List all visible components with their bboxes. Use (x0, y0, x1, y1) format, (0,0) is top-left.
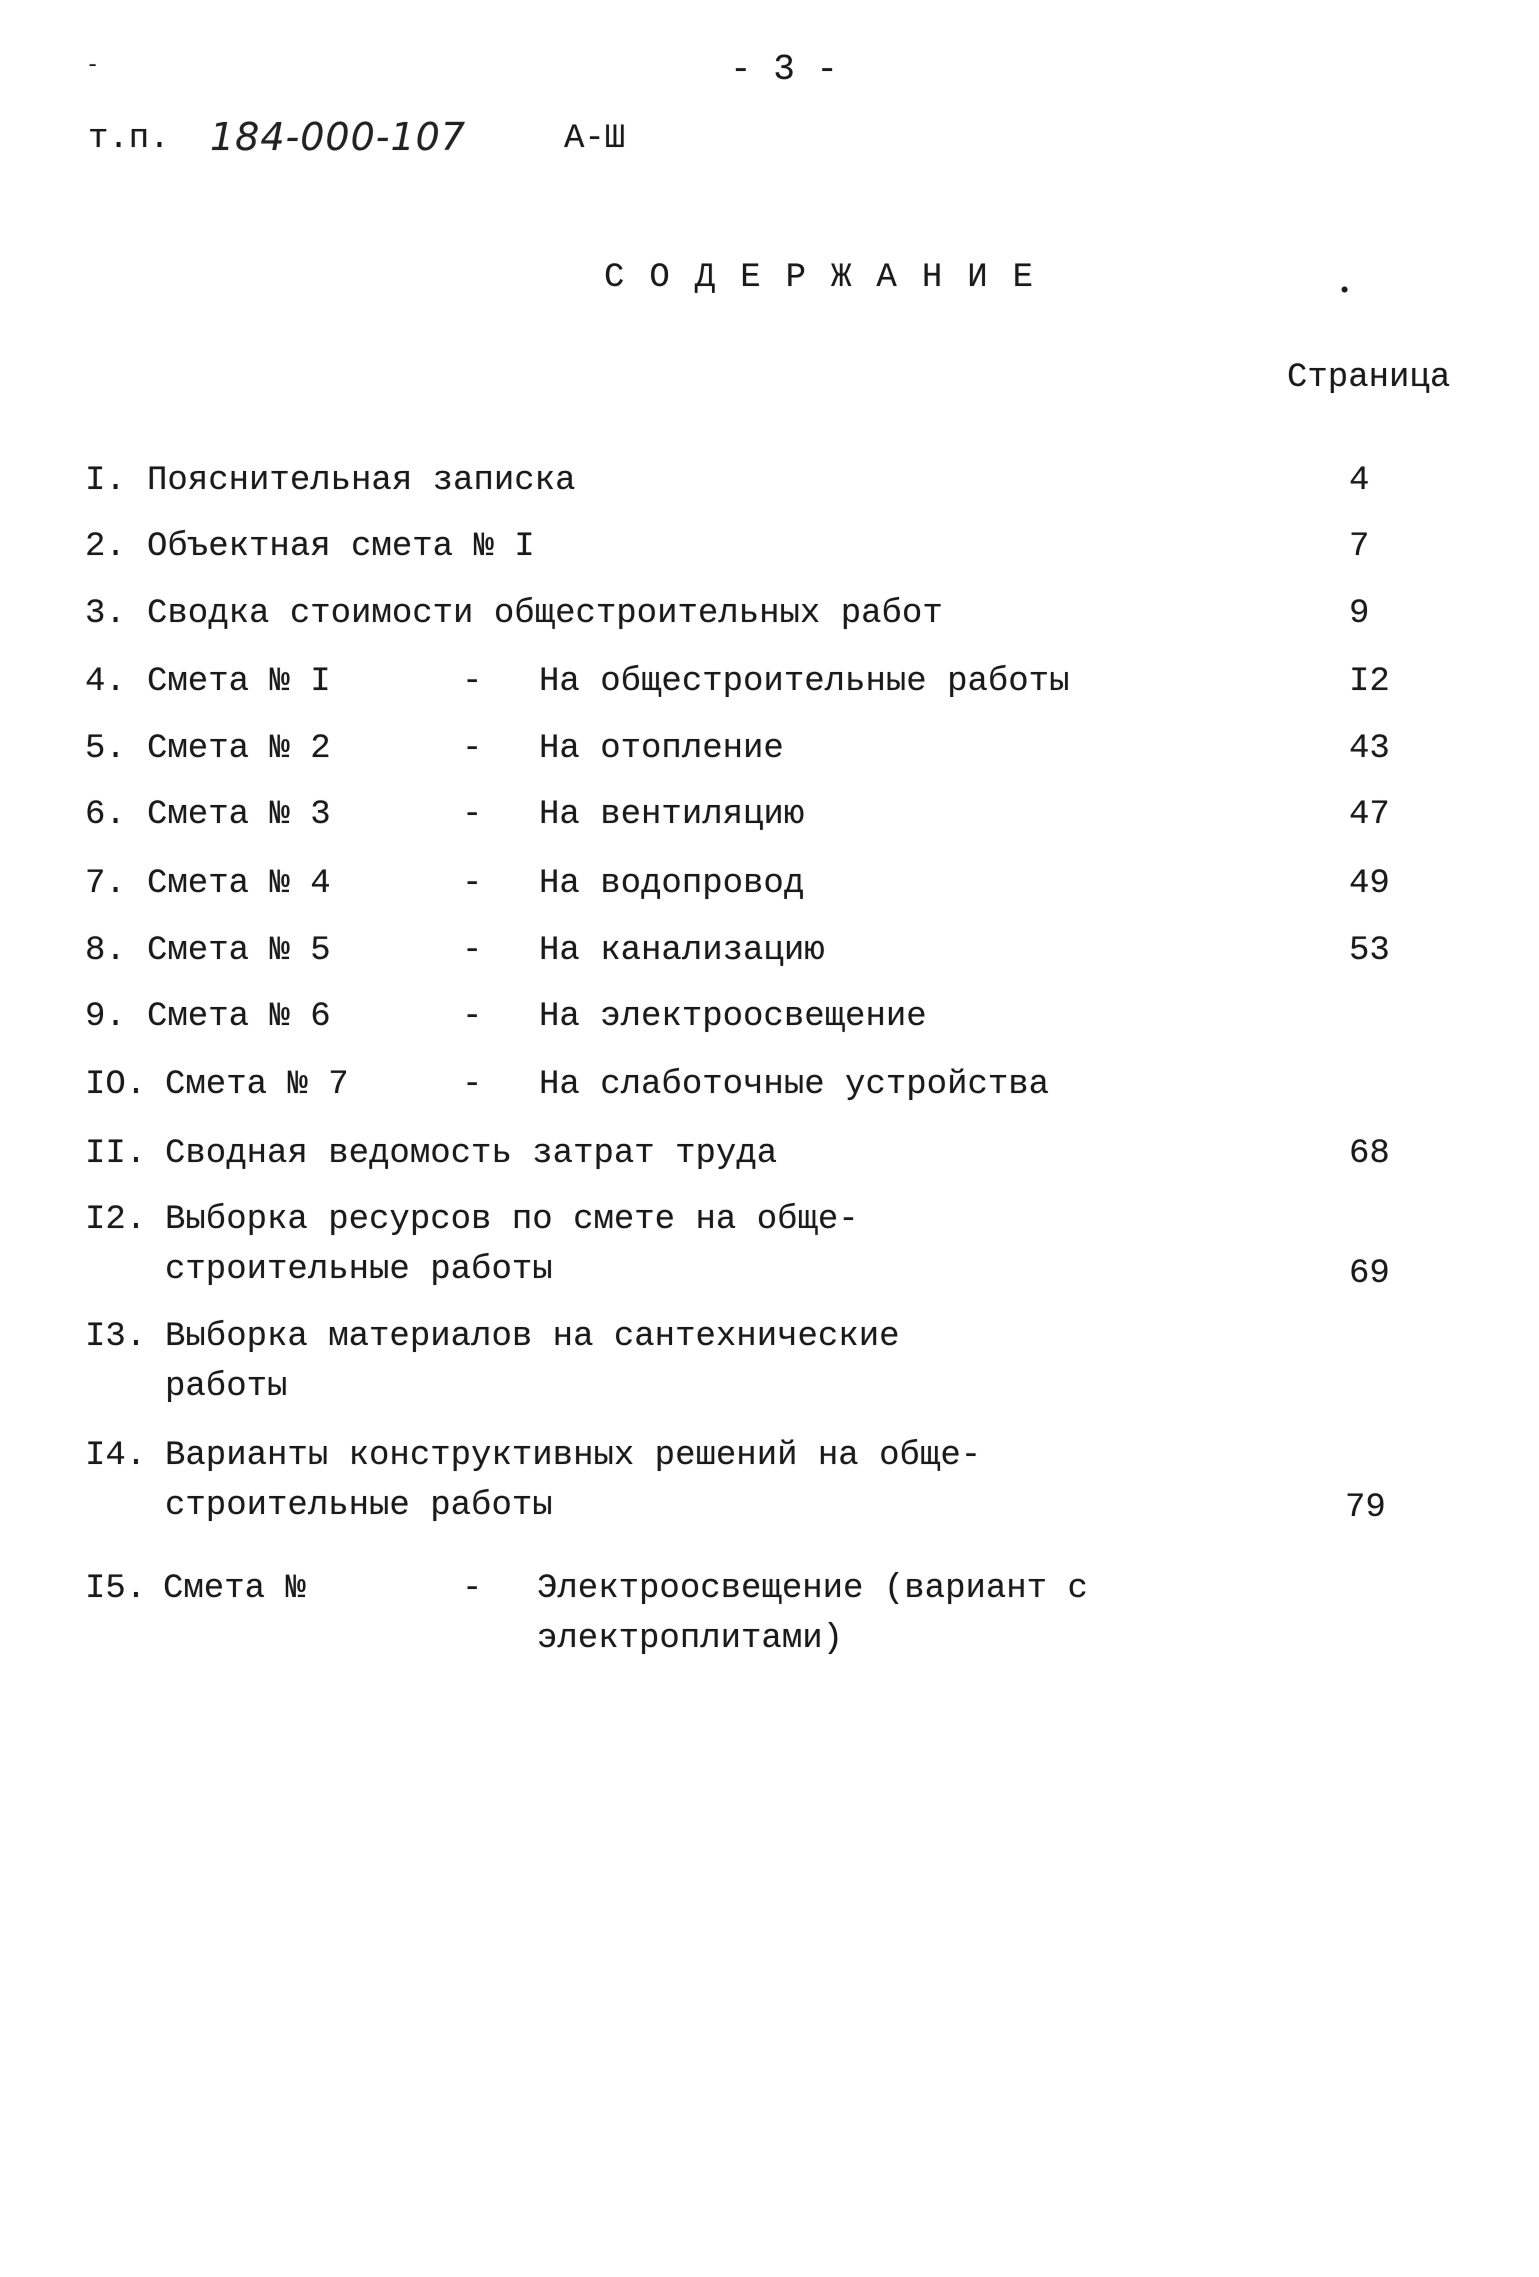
toc-entry-title: Объектная смета № I (147, 528, 535, 566)
toc-entry-number: I5. (85, 1570, 147, 1608)
toc-entry-title: Выборка ресурсов по смете на обще- (165, 1201, 859, 1239)
toc-entry-page: 53 (1349, 932, 1390, 970)
toc-entry-title: Пояснительная записка (147, 462, 576, 500)
toc-entry-number: I. (85, 462, 126, 500)
toc-entry-page: 4 (1349, 462, 1370, 500)
toc-entry-number: 6. (85, 796, 126, 834)
toc-entry-number: 4. (85, 663, 126, 701)
toc-entry-estimate: Смета № 3 (147, 796, 331, 834)
toc-entry-number: 3. (85, 595, 126, 633)
toc-entry-page: 68 (1349, 1135, 1390, 1173)
toc-entry-number: II. (85, 1135, 147, 1173)
toc-entry-estimate: Смета № 2 (147, 730, 331, 768)
toc-entry-number: I2. (85, 1201, 147, 1239)
toc-entry-title: Сводка стоимости общестроительных работ (147, 595, 943, 633)
stray-mark: • (1338, 279, 1352, 304)
toc-entry-title-continued: строительные работы (165, 1251, 553, 1289)
toc-entry-page: 69 (1349, 1255, 1390, 1293)
album-label: А-Ш (564, 120, 626, 158)
toc-entry-number: 9. (85, 998, 126, 1036)
toc-entry-page: 43 (1349, 730, 1390, 768)
toc-entry-title: На отопление (539, 730, 784, 768)
toc-entry-number: 8. (85, 932, 126, 970)
toc-entry-dash: - (462, 796, 483, 834)
toc-entry-title-continued: электроплитами) (537, 1620, 844, 1658)
doc-code: 184-000-107 (210, 115, 467, 159)
toc-entry-dash: - (462, 663, 483, 701)
toc-entry-estimate: Смета № (163, 1570, 306, 1608)
toc-entry-page: I2 (1349, 663, 1390, 701)
toc-entry-title: На слаботочные устройства (539, 1066, 1050, 1104)
toc-entry-title: На электроосвещение (539, 998, 927, 1036)
toc-entry-number: 7. (85, 865, 126, 903)
page-title: СОДЕРЖАНИЕ (604, 259, 1059, 297)
toc-entry-title: На вентиляцию (539, 796, 805, 834)
toc-entry-title: Электроосвещение (вариант с (537, 1570, 1088, 1608)
toc-entry-estimate: Смета № 4 (147, 865, 331, 903)
toc-entry-estimate: Смета № 5 (147, 932, 331, 970)
toc-entry-title-continued: строительные работы (165, 1487, 553, 1525)
toc-entry-number: IO. (85, 1066, 147, 1104)
toc-entry-page: 79 (1345, 1489, 1386, 1527)
toc-entry-dash: - (462, 865, 483, 903)
toc-entry-number: 5. (85, 730, 126, 768)
toc-entry-title: Сводная ведомость затрат труда (165, 1135, 778, 1173)
toc-entry-estimate: Смета № 7 (165, 1066, 349, 1104)
doc-prefix: т.п. (88, 120, 170, 158)
toc-entry-title: На канализацию (539, 932, 825, 970)
page-column-header: Страница (1287, 359, 1451, 397)
toc-entry-dash: - (462, 1066, 483, 1104)
toc-entry-estimate: Смета № I (147, 663, 331, 701)
toc-entry-number: I4. (85, 1437, 147, 1475)
toc-entry-dash: - (462, 932, 483, 970)
page-number: - 3 - (730, 49, 839, 90)
toc-entry-page: 49 (1349, 865, 1390, 903)
toc-entry-estimate: Смета № 6 (147, 998, 331, 1036)
toc-entry-title: На общестроительные работы (539, 663, 1070, 701)
corner-mark: - (86, 53, 100, 78)
toc-entry-title-continued: работы (165, 1368, 288, 1406)
toc-entry-title: Варианты конструктивных решений на обще- (165, 1437, 982, 1475)
toc-entry-page: 47 (1349, 796, 1390, 834)
toc-entry-number: I3. (85, 1318, 147, 1356)
toc-entry-dash: - (462, 1570, 483, 1608)
toc-entry-page: 9 (1349, 595, 1370, 633)
toc-entry-title: Выборка материалов на сантехнические (165, 1318, 900, 1356)
toc-entry-number: 2. (85, 528, 126, 566)
toc-entry-dash: - (462, 998, 483, 1036)
toc-entry-page: 7 (1349, 528, 1370, 566)
toc-entry-dash: - (462, 730, 483, 768)
toc-entry-title: На водопровод (539, 865, 805, 903)
